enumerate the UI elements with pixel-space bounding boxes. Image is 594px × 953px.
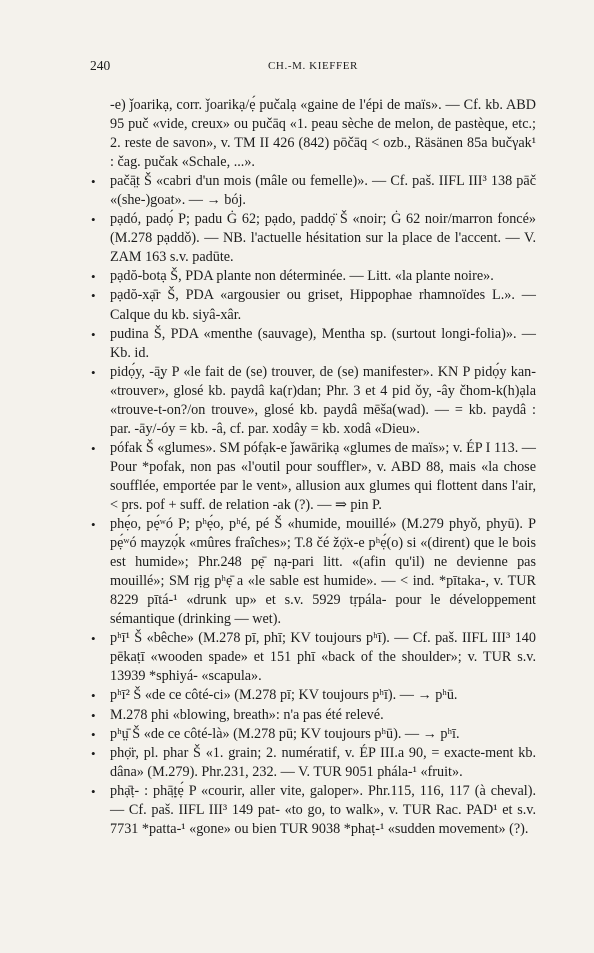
dictionary-entry [90, 744, 536, 782]
bullet-icon: • [91, 517, 96, 533]
dictionary-entry [90, 725, 536, 744]
dictionary-entry [90, 686, 536, 705]
dictionary-entry [90, 782, 536, 839]
bullet-icon: • [91, 726, 96, 742]
dictionary-entry [90, 515, 536, 629]
bullet-icon: • [91, 631, 96, 647]
entry-text: pidọ́y, -ā̤y P «le fait de (se) trouver, de (se) manifester». KN P pidọ́y kan- «trouver», glosé kb. paydâ ka(r)dan; Phr. 3 et 4 pid ǒy, -ây čhom-k(h)ạla «trouve-t-on?/on trouve», glosé kb. paydâ mēša(wad). — = kb. paydâ : par. -āy/-óy = kb. -â, cf. par. xodây = kb. xodâ «Dieu». [110, 363, 536, 437]
bullet-icon: • [91, 364, 96, 380]
entry-text: pačā̤t Š «cabri d'un mois (mâle ou femelle)». — Cf. paš. IIFL III³ 138 pāč «(she-)goat». — → bój. [110, 173, 536, 209]
entry-text: -e) ǰoarikạ, corr. ǰoarikạ/ẹ́ pučalạ «gaine de l'épi de maïs». — Cf. kb. ABD 95 puč «vide, creux» ou pučāq «1. peau sèche de melon, de pastèque, etc.; 2. reste de savon», v. TM II 426 (842) pōčāq < ozb., Räsänen 85a bučγak¹ : čag. pučak «Schale, ...». [110, 97, 536, 171]
entry-text: pʰī² Š «de ce côté-ci» (M.278 pī; KV toujours pʰī). — → pʰū. [110, 687, 458, 704]
page-number: 240 [90, 58, 111, 73]
bullet-icon: • [91, 783, 96, 799]
entry-text: pudina Š, PDA «menthe (sauvage), Mentha sp. (surtout longi-folia)». — Kb. id. [110, 325, 536, 361]
entry-text: pạdŏ-botạ Š, PDA plante non déterminée. — Litt. «la plante noire». [110, 268, 494, 285]
entry-text: M.278 phi «blowing, breath»: n'a pas été relevé. [110, 706, 384, 723]
dictionary-entry [90, 629, 536, 686]
entry-text: pófak Š «glumes». SM pófạk-e ǰawārikạ «glumes de maïs»; v. ÉP I 113. — Pour *pofak, non pas «l'outil pour souffler», v. ABD 88, mais «la chose soufflée, emportée par le vent», allusion aux glumes qui flottent dans l'air, < prs. pof + suff. de relation -ak (?). — ⇒ pin P. [110, 439, 536, 513]
entry-text: phọ̈r, pl. phar Š «1. grain; 2. numératif, v. ÉP III.a 90, = exacte-ment kb. dâna» (M.279). Phr.231, 232. — V. TUR 9051 phála-¹ «fruit». [110, 744, 536, 780]
entry-text: phạ̄ṭ- : phā̤ṭẹ́ P «courir, aller vite, galoper». Phr.115, 116, 117 (à cheval). — Cf. paš. IIFL III³ 149 pat- «to go, to walk», v. TUR Rac. PAD¹ et s.v. 7731 *patta-¹ «gone» ou bien TUR 9038 *phaṭ-¹ «sudden movement» (?). [110, 782, 536, 837]
dictionary-entry [90, 363, 536, 439]
dictionary-entry [90, 267, 536, 286]
dictionary-entry [90, 706, 536, 725]
dictionary-entry [90, 172, 536, 210]
dictionary-entries [90, 96, 536, 839]
entry-text: phẹ́o, pẹ́ʷó P; pʰẹ́o, pʰé, pé Š «humide, mouillé» (M.279 phyǒ, phyū). P pẹ́ʷó mayzọ́k «mûres fraîches»; T.8 čé žọ̈x-e pʰẹ́(o) si «(dirent) que le bois est humide»; Phr.248 pẹ̄ nạ-pari litt. «(afin qu'il) ne devienne pas mouillé»; SM rịg pʰẹ̄ a «le sable est humide». — < ind. *pītaka-, v. TUR 8229 pītá-¹ «drunk up» et s.v. 5929 tṛpála- pour le développement sémantique (drinking — wet). [110, 516, 536, 628]
bullet-icon: • [91, 288, 96, 304]
running-head: CH.-M. KIEFFER [268, 60, 358, 72]
dictionary-entry [90, 286, 536, 324]
bullet-icon: • [91, 440, 96, 456]
entry-text: pʰī¹ Š «bêche» (M.278 pī, phī; KV toujours pʰī). — Cf. paš. IIFL III³ 140 pēkaṭī «wooden spade» et 151 phī «back of the shoulder»; v. TUR s.v. 13939 *sphiyá- «scapula». [110, 630, 536, 685]
bullet-icon: • [91, 174, 96, 190]
bullet-icon: • [91, 688, 96, 704]
page-header [90, 58, 536, 78]
entry-text: pạdŏ-xạ̄r Š, PDA «argousier ou griset, Hippophae rhamnoïdes L.». — Calque du kb. siyâ-xâr. [110, 287, 536, 323]
dictionary-entry [90, 210, 536, 267]
dictionary-entry [90, 96, 536, 172]
bullet-icon: • [91, 269, 96, 285]
bullet-icon: • [91, 212, 96, 228]
bullet-icon: • [91, 326, 96, 342]
entry-text: pạdó, padọ́ P; padu Ġ 62; pạdo, paddọ̈ Š «noir; Ġ 62 noir/marron foncé» (M.278 pạddǒ). — NB. l'actuelle hésitation sur la place de l'accent. — V. ZAM 163 s.v. padūte. [110, 211, 536, 266]
dictionary-entry [90, 439, 536, 515]
entry-text: pʰṳ̄ Š «de ce côté-là» (M.278 pū; KV toujours pʰū). — → pʰī. [110, 725, 460, 742]
bullet-icon: • [91, 745, 96, 761]
dictionary-entry [90, 325, 536, 363]
bullet-icon: • [91, 707, 96, 723]
